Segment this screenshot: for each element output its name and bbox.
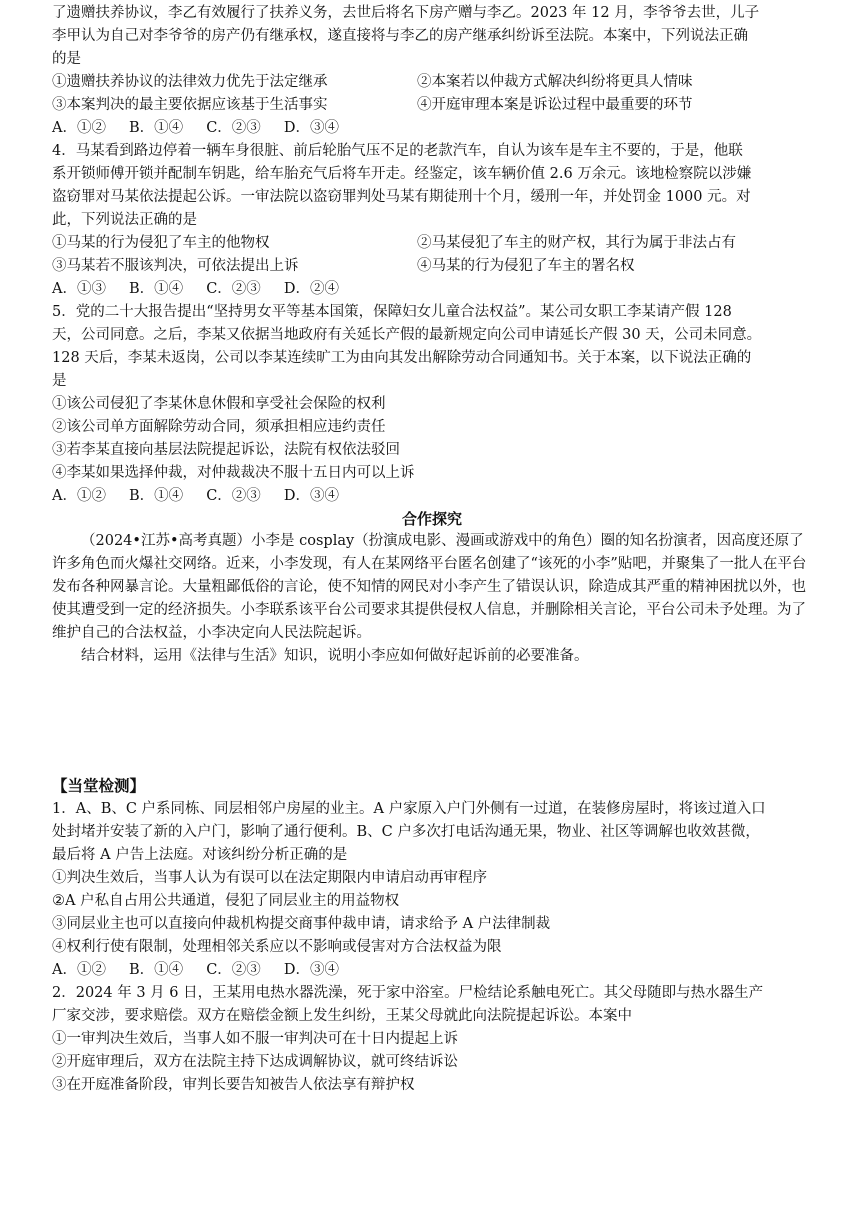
option-row — [52, 71, 812, 94]
option-4: ④权利行使有限制，处理相邻关系应以不影响或侵害对方合法权益为限 — [52, 939, 502, 955]
question-stem-line: 天，公司同意。之后，李某又依据当地政府有关延长产假的最新规定向公司申请延长产假 30 天，公司未同意。 — [52, 327, 762, 343]
option-2: ②开庭审理后，双方在法院主持下达成调解协议，就可终结诉讼 — [52, 1054, 458, 1070]
test-question-2 — [52, 982, 812, 1097]
question-stem-line: 了遗赠扶养协议，李乙有效履行了扶养义务，去世后将名下房产赠与李乙。2023 年 12 月，李爷爷去世，儿子 — [52, 5, 760, 21]
question-4 — [52, 140, 812, 301]
question-stem-line: 最后将 A 户告上法庭。对该纠纷分析正确的是 — [52, 847, 348, 863]
option-4: ④马某的行为侵犯了车主的署名权 — [417, 258, 635, 274]
option-1: ①该公司侵犯了李某休息休假和享受社会保险的权利 — [52, 396, 386, 412]
option-4: ④开庭审理本案是诉讼过程中最重要的环节 — [417, 97, 693, 113]
question-stem-line: 1．A、B、C 户系同栋、同层相邻户房屋的业主。A 户家原入户门外侧有一过道，在装修房屋时，将该过道入口 — [52, 801, 766, 817]
option-1: ①马某的行为侵犯了车主的他物权 — [52, 235, 270, 251]
answer-choices: A．①② B．①④ C．②③ D．③④ — [52, 962, 339, 978]
answer-choices: A．①② B．①④ C．②③ D．③④ — [52, 488, 339, 504]
section-heading: 合作探究 — [401, 510, 462, 528]
inquiry-question: 结合材料，运用《法律与生活》知识，说明小李应如何做好起诉前的必要准备。 — [81, 648, 589, 664]
document-page — [52, 0, 812, 1097]
option-1: ①判决生效后，当事人认为有误可以在法定期限内申请启动再审程序 — [52, 870, 487, 886]
question-stem-line: 李甲认为自己对李爷爷的房产仍有继承权，遂直接将与李乙的房产继承纠纷诉至法院。本案中，下列说法正确 — [52, 28, 748, 44]
option-3: ③在开庭准备阶段，审判长要告知被告人依法享有辩护权 — [52, 1077, 415, 1093]
question-stem-line: 128 天后，李某未返岗，公司以李某连续旷工为由向其发出解除劳动合同通知书。关于本案，以下说法正确的 — [52, 350, 752, 366]
section-title: 【当堂检测】 — [52, 777, 146, 795]
answer-choices: A．①③ B．①④ C．②③ D．②④ — [52, 281, 339, 297]
question-stem-line: 是 — [52, 373, 67, 389]
option-2: ②该公司单方面解除劳动合同，须承担相应违约责任 — [52, 419, 386, 435]
question-3-continued — [52, 0, 812, 140]
cooperation-section — [52, 508, 812, 668]
option-row — [52, 232, 812, 255]
option-2: ②本案若以仲裁方式解决纠纷将更具人情味 — [417, 74, 693, 90]
question-stem-line: 5．党的二十大报告提出“坚持男女平等基本国策，保障妇女儿童合法权益”。某公司女职工李某请产假 128 — [52, 304, 732, 320]
question-stem-line: 系开锁师傅开锁并配制车钥匙，给车胎充气后将车开走。经鉴定，该车辆价值 2.6 万余元。该地检察院以涉嫌 — [52, 166, 752, 182]
answer-choices: A．①② B．①④ C．②③ D．③④ — [52, 120, 339, 136]
question-stem-line: 2．2024 年 3 月 6 日，王某用电热水器洗澡，死于家中浴室。尸检结论系触电死亡。其父母随即与热水器生产 — [52, 985, 764, 1001]
classroom-test-section — [52, 774, 812, 1097]
option-row — [52, 255, 812, 278]
option-1: ①遗赠扶养协议的法律效力优先于法定继承 — [52, 74, 328, 90]
answer-space — [52, 668, 812, 774]
test-question-1 — [52, 798, 812, 982]
option-3: ③若李某直接向基层法院提起诉讼，法院有权依法驳回 — [52, 442, 400, 458]
question-stem-line: 厂家交涉，要求赔偿。双方在赔偿金额上发生纠纷，王某父母就此向法院提起诉讼。本案中 — [52, 1008, 632, 1024]
question-stem-line: 此，下列说法正确的是 — [52, 212, 197, 228]
option-3: ③马某若不服该判决，可依法提出上诉 — [52, 258, 299, 274]
question-stem-line: 盗窃罪对马某依法提起公诉。一审法院以盗窃罪判处马某有期徒刑十个月，缓刑一年，并处罚金 1000 元。对 — [52, 189, 751, 205]
case-material: （2024•江苏•高考真题）小李是 cosplay（扮演成电影、漫画或游戏中的角色）圈的知名扮演者，因高度还原了许多角色而火爆社交网络。近来，小李发现，有人在某网络平台匿名创建了“该死的小李”贴吧，并聚集了一批人在平台发布各种网暴言论。大量粗鄙低俗的言论，使不知情的网民对小李产生了错误认识，除造成其严重的精神困扰以外，也使其遭受到一定的经济损失。小李联系该平台公司要求其提供侵权人信息，并删除相关言论，平台公司未予处理。为了维护自己的合法权益，小李决定向人民法院起诉。 — [52, 533, 807, 641]
question-stem-line: 处封堵并安装了新的入户门，影响了通行便利。B、C 户多次打电话沟通无果，物业、社区等调解也收效甚微， — [52, 824, 760, 840]
option-2: ②A 户私自占用公共通道，侵犯了同层业主的用益物权 — [52, 893, 400, 909]
question-stem-line: 4．马某看到路边停着一辆车身很脏、前后轮胎气压不足的老款汽车，自认为该车是车主不要的，于是，他联 — [52, 143, 743, 159]
option-row — [52, 94, 812, 117]
option-3: ③同层业主也可以直接向仲裁机构提交商事仲裁申请，请求给予 A 户法律制裁 — [52, 916, 551, 932]
question-stem-line: 的是 — [52, 51, 81, 67]
option-3: ③本案判决的最主要依据应该基于生活事实 — [52, 97, 328, 113]
question-5 — [52, 301, 812, 508]
option-4: ④李某如果选择仲裁，对仲裁裁决不服十五日内可以上诉 — [52, 465, 415, 481]
option-1: ①一审判决生效后，当事人如不服一审判决可在十日内提起上诉 — [52, 1031, 458, 1047]
option-2: ②马某侵犯了车主的财产权，其行为属于非法占有 — [417, 235, 736, 251]
